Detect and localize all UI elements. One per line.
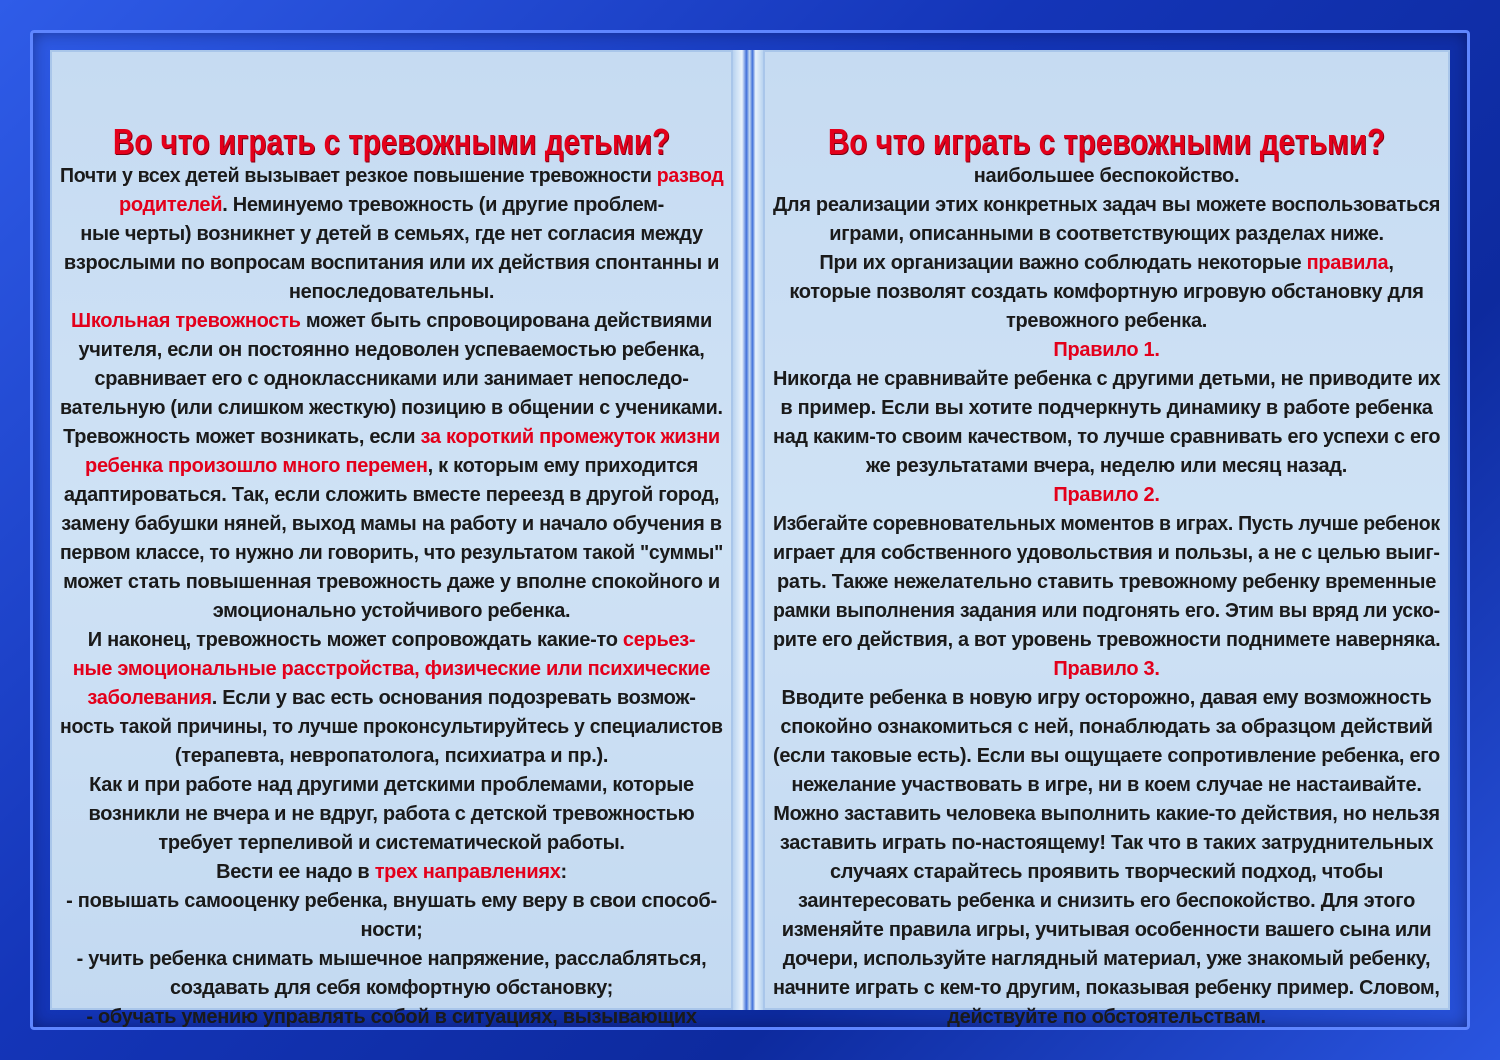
body-text: : (560, 861, 567, 883)
body-text: Никогда не сравнивайте ребенка с другими детьми, не приводите их (773, 368, 1441, 390)
body-text: в пример. Если вы хотите подчеркнуть динамику в работе ребенка (780, 397, 1433, 419)
text-line (773, 481, 1440, 510)
text-line (773, 539, 1440, 568)
text-line (773, 423, 1441, 452)
body-text: начните играть с кем-то другим, показывая ребенку пример. Словом, (773, 977, 1440, 999)
text-line (60, 336, 723, 365)
highlight-text: правила (1306, 252, 1389, 274)
body-text: (терапевта, невропатолога, психиатра и пр.). (174, 745, 609, 767)
body-text: учителя, если он постоянно недоволен успеваемостью ребенка, (78, 339, 705, 361)
text-line (773, 191, 1439, 220)
highlight-text: за короткий промежуток жизни (420, 426, 720, 448)
text-line (60, 829, 723, 858)
body-text: - повышать самооценку ребенка, внушать ему веру в свои способ- (66, 890, 717, 912)
body-text: , (1388, 252, 1394, 274)
text-line (60, 394, 723, 423)
left-body (60, 162, 723, 1032)
highlight-text: трех направлениях (374, 861, 561, 883)
text-line (773, 597, 1440, 626)
highlight-text: ные эмоциональные расстройства, физические или психические (72, 658, 711, 680)
body-text: над каким-то своим качеством, то лучше сравнивать его успехи с его (773, 426, 1441, 448)
body-text: адаптироваться. Так, если сложить вместе переезд в другой город, (63, 484, 720, 506)
right-panel (763, 50, 1450, 1028)
body-text: - обучать умению управлять собой в ситуациях, вызывающих (86, 1006, 697, 1028)
text-line (60, 365, 723, 394)
text-line (773, 394, 1440, 423)
highlight-text: развод (656, 165, 724, 187)
text-line (773, 713, 1440, 742)
highlight-text: серьез- (622, 629, 696, 651)
body-text: возникли не вчера и не вдруг, работа с детской тревожностью (88, 803, 695, 825)
body-text: Тревожность может возникать, если (63, 426, 421, 448)
body-text: первом классе, то нужно ли говорить, что результатом такой "суммы" (60, 542, 724, 564)
left-panel (50, 50, 733, 1028)
body-text: может быть спровоцирована действиями (300, 310, 712, 332)
body-text: спокойно ознакомиться с ней, понаблюдать за образцом действий (780, 716, 1433, 738)
body-text: И наконец, тревожность может сопровождать какие-то (87, 629, 623, 651)
text-line (60, 887, 723, 916)
text-line (773, 336, 1440, 365)
center-divider (733, 50, 763, 1010)
body-text: , к которым ему приходится (427, 455, 698, 477)
text-line (773, 510, 1440, 539)
body-text: рите его действия, а вот уровень тревожности поднимете наверняка. (773, 629, 1441, 651)
text-line (773, 626, 1441, 655)
text-line (60, 626, 723, 655)
text-line (773, 800, 1440, 829)
body-text: Вводите ребенка в новую игру осторожно, давая ему возможность (781, 687, 1432, 709)
body-text: Избегайте соревновательных моментов в играх. Пусть лучше ребенок (773, 513, 1440, 535)
text-line (60, 771, 723, 800)
body-text: Почти у всех детей вызывает резкое повышение тревожности (60, 165, 657, 187)
highlight-text: Правило 2. (1053, 484, 1160, 506)
text-line (773, 278, 1440, 307)
text-line (60, 510, 723, 539)
text-line (773, 829, 1440, 858)
text-line (773, 742, 1440, 771)
body-text: нежелание участвовать в игре, ни в коем случае не настаивайте. (791, 774, 1422, 796)
body-text: рать. Также нежелательно ставить тревожному ребенку временные (776, 571, 1437, 593)
body-text: непоследовательны. (288, 281, 495, 303)
body-text: требует терпеливой и систематической работы. (158, 832, 625, 854)
body-text: - учить ребенка снимать мышечное напряжение, расслабляться, (76, 948, 707, 970)
text-line (60, 278, 723, 307)
body-text: играет для собственного удовольствия и пользы, а не с целью выиг- (773, 542, 1440, 564)
text-line (773, 568, 1440, 597)
body-text: может стать повышенная тревожность даже у вполне спокойного и (63, 571, 720, 593)
text-line (60, 800, 723, 829)
text-line (60, 191, 723, 220)
body-text: сравнивает его с одноклассниками или занимает непоследо- (94, 368, 689, 390)
body-text: же результатами вчера, неделю или месяц назад. (866, 455, 1347, 477)
text-line (773, 887, 1440, 916)
body-text: играми, описанными в соответствующих разделах ниже. (829, 223, 1384, 245)
text-line (773, 771, 1440, 800)
body-text: создавать для себя комфортную обстановку; (169, 977, 613, 999)
text-line (60, 481, 723, 510)
text-line (60, 742, 723, 771)
body-text: действуйте по обстоятельствам. (947, 1006, 1266, 1028)
text-line (773, 916, 1440, 945)
body-text: Для реализации этих конкретных задач вы можете воспользоваться (773, 194, 1441, 216)
text-line (60, 655, 723, 684)
text-line (773, 162, 1440, 191)
body-text: . Неминуемо тревожность (и другие проблем- (222, 194, 665, 216)
right-body (773, 162, 1440, 1032)
text-line (60, 423, 723, 452)
body-text: ность такой причины, то лучше проконсультируйтесь у специалистов (60, 716, 723, 738)
text-line (60, 1003, 723, 1032)
text-line (773, 655, 1440, 684)
text-line (60, 684, 723, 713)
text-line (60, 945, 723, 974)
body-text: замену бабушки няней, выход мамы на работу и начало обучения в (61, 513, 722, 535)
body-text: ности; (360, 919, 423, 941)
text-line (773, 307, 1440, 336)
text-line (60, 858, 723, 887)
text-line (773, 945, 1440, 974)
body-text: дочери, используйте наглядный материал, уже знакомый ребенку, (782, 948, 1431, 970)
body-text: рамки выполнения задания или подгонять его. Этим вы вряд ли уско- (773, 600, 1440, 622)
body-text: Как и при работе над другими детскими проблемами, которые (89, 774, 694, 796)
text-line (773, 974, 1440, 1003)
highlight-text: Правило 1. (1053, 339, 1160, 361)
text-line (60, 974, 723, 1003)
highlight-text: родителей (118, 194, 223, 216)
text-line (60, 713, 723, 742)
body-text: При их организации важно соблюдать некоторые (819, 252, 1307, 274)
body-text: которые позволят создать комфортную игровую обстановку для (789, 281, 1424, 303)
text-line (60, 916, 723, 945)
text-line (60, 162, 724, 191)
highlight-text: Школьная тревожность (71, 310, 301, 332)
text-line (773, 1003, 1440, 1032)
body-text: изменяйте правила игры, учитывая особенности вашего сына или (781, 919, 1432, 941)
body-text: (если таковые есть). Если вы ощущаете сопротивление ребенка, его (773, 745, 1440, 767)
body-text: тревожного ребенка. (1005, 310, 1208, 332)
body-text: Вести ее надо в (216, 861, 375, 883)
highlight-text: Правило 3. (1053, 658, 1160, 680)
body-text: ные черты) возникнет у детей в семьях, где нет согласия между (80, 223, 703, 245)
body-text: взрослыми по вопросам воспитания или их действия спонтанны и (63, 252, 720, 274)
text-line (60, 452, 723, 481)
left-title: Во что играть с тревожными детьми? (112, 121, 671, 162)
text-line (773, 220, 1440, 249)
body-text: Можно заставить человека выполнить какие-то действия, но нельзя (773, 803, 1440, 825)
text-line (60, 568, 723, 597)
right-title: Во что играть с тревожными детьми? (827, 121, 1386, 162)
body-text: заинтересовать ребенка и снизить его беспокойство. Для этого (798, 890, 1415, 912)
text-line (60, 597, 723, 626)
text-line (773, 365, 1440, 394)
text-line (60, 220, 723, 249)
text-line (60, 249, 723, 278)
body-text: случаях старайтесь проявить творческий подход, чтобы (829, 861, 1384, 883)
text-line (773, 684, 1440, 713)
text-line (60, 539, 724, 568)
text-line (773, 452, 1440, 481)
text-line (773, 858, 1440, 887)
text-line (60, 307, 723, 336)
body-text: вательную (или слишком жесткую) позицию в общении с учениками. (60, 397, 723, 419)
body-text: . Если у вас есть основания подозревать возмож- (211, 687, 696, 709)
body-text: заставить играть по-настоящему! Так что в таких затруднительных (779, 832, 1434, 854)
text-line (773, 249, 1440, 278)
highlight-text: ребенка произошло много перемен (85, 455, 428, 477)
body-text: наибольшее беспокойство. (973, 165, 1240, 187)
highlight-text: заболевания (87, 687, 212, 709)
body-text: эмоционально устойчивого ребенка. (212, 600, 571, 622)
